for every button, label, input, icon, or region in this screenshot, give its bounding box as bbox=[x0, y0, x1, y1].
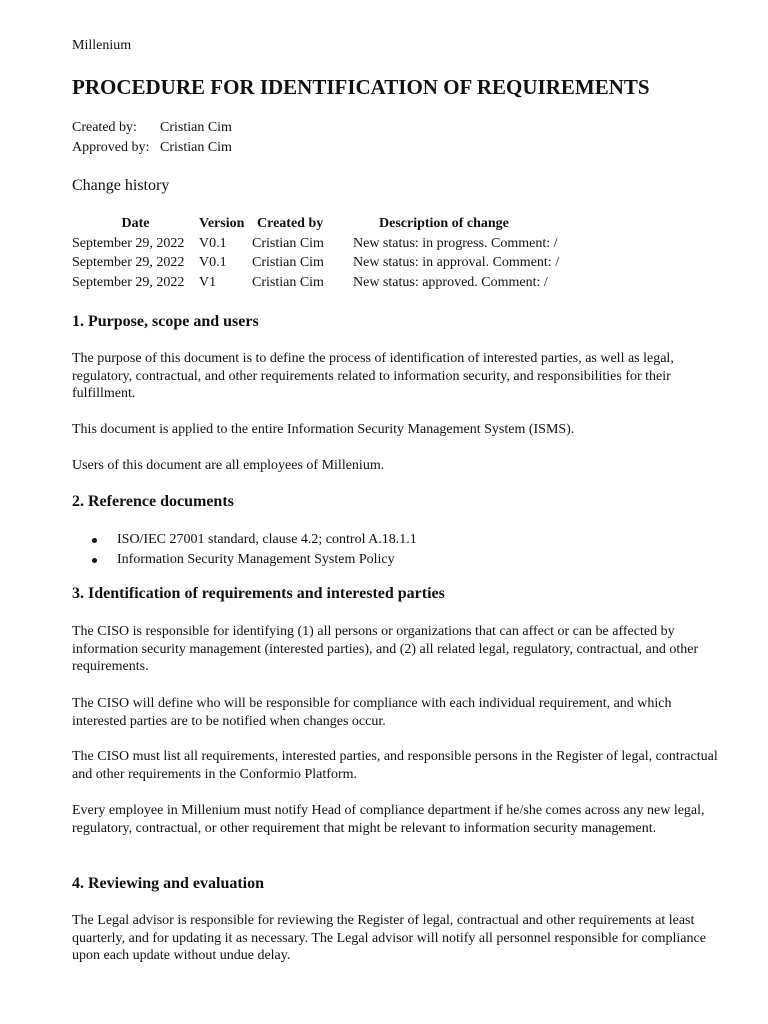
section-3-paragraph-3: The CISO must list all requirements, interested parties, and responsible persons in the Register of legal, contractual and other requirements in the Conformio Platform. bbox=[72, 749, 718, 782]
cell-created-by: Cristian Cim bbox=[252, 274, 324, 290]
document-title: PROCEDURE FOR IDENTIFICATION OF REQUIREMENTS bbox=[72, 75, 650, 99]
table-header-row bbox=[72, 214, 559, 234]
change-history-table bbox=[72, 214, 559, 292]
section-3-paragraph-4: Every employee in Millenium must notify Head of compliance department if he/she comes across any new legal, regulatory, contractual, or other requirement that might be relevant to information security management. bbox=[72, 803, 705, 836]
cell-version: V0.1 bbox=[199, 235, 227, 251]
cell-created-by: Cristian Cim bbox=[252, 255, 324, 270]
column-header-description: Description of change bbox=[379, 216, 509, 231]
approved-by-value: Cristian Cim bbox=[160, 140, 232, 155]
list-item-text: Information Security Management System Policy bbox=[117, 551, 395, 567]
table-row bbox=[72, 253, 559, 273]
bullet-icon bbox=[92, 558, 97, 563]
column-header-date: Date bbox=[121, 216, 150, 231]
cell-date: September 29, 2022 bbox=[72, 274, 185, 290]
section-1-paragraph-1: The purpose of this document is to define the process of identification of interested parties, as well as legal, regulatory, contractual, and other requirements related to information security, and responsibilities for their fulfillment. bbox=[72, 351, 674, 401]
created-by-line bbox=[72, 120, 232, 136]
cell-date: September 29, 2022 bbox=[72, 235, 185, 251]
cell-created-by: Cristian Cim bbox=[252, 235, 324, 251]
table-row bbox=[72, 234, 559, 254]
column-header-version: Version bbox=[199, 216, 245, 231]
change-history-heading: Change history bbox=[72, 177, 170, 194]
reference-documents-list bbox=[72, 530, 417, 569]
created-by-label: Created by: bbox=[72, 120, 137, 135]
section-2-heading: 2. Reference documents bbox=[72, 493, 234, 510]
created-by-value: Cristian Cim bbox=[160, 120, 232, 135]
cell-description: New status: approved. Comment: / bbox=[353, 274, 548, 290]
section-1-paragraph-2: This document is applied to the entire Information Security Management System (ISMS). bbox=[72, 422, 575, 437]
list-item-text: ISO/IEC 27001 standard, clause 4.2; control A.18.1.1 bbox=[117, 532, 417, 547]
cell-version: V1 bbox=[199, 274, 217, 290]
cell-version: V0.1 bbox=[199, 255, 227, 270]
cell-date: September 29, 2022 bbox=[72, 255, 185, 270]
section-4-heading: 4. Reviewing and evaluation bbox=[72, 875, 265, 892]
approved-by-label: Approved by: bbox=[72, 140, 150, 155]
cell-description: New status: in approval. Comment: / bbox=[353, 255, 560, 270]
section-3-heading: 3. Identification of requirements and interested parties bbox=[72, 585, 445, 602]
cell-description: New status: in progress. Comment: / bbox=[353, 235, 558, 251]
approved-by-line bbox=[72, 140, 232, 156]
section-1-paragraph-3: Users of this document are all employees of Millenium. bbox=[72, 458, 385, 473]
section-3-paragraph-2: The CISO will define who will be responsible for compliance with each individual requirement, and which interested parties are to be notified when changes occur. bbox=[72, 696, 672, 729]
bullet-icon bbox=[92, 538, 97, 543]
company-name: Millenium bbox=[72, 38, 132, 53]
section-1-heading: 1. Purpose, scope and users bbox=[72, 313, 259, 330]
list-item bbox=[72, 530, 417, 550]
table-row bbox=[72, 273, 559, 293]
column-header-created-by: Created by bbox=[257, 216, 324, 231]
section-4-paragraph-1: The Legal advisor is responsible for reviewing the Register of legal, contractual and other requirements at least quarterly, and for updating it as necessary. The Legal advisor will notify all personnel responsible for compliance upon each update without undue delay. bbox=[72, 913, 706, 963]
list-item bbox=[72, 550, 417, 570]
section-3-paragraph-1: The CISO is responsible for identifying (1) all persons or organizations that can affect or can be affected by information security management (interested parties), and (2) all related legal, regulatory, contractual, and other requirements. bbox=[72, 624, 699, 674]
